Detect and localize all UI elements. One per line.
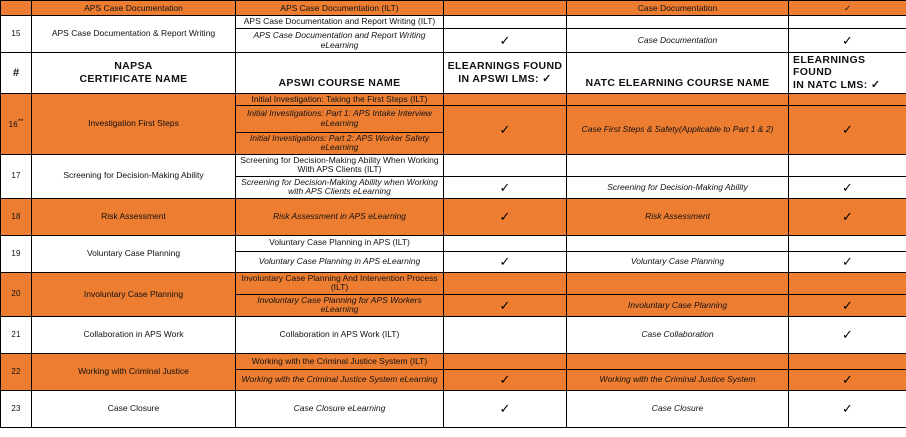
cutoff-lms-natc[interactable]: ✓ <box>789 1 906 16</box>
apswi-course-name-cell[interactable]: Voluntary Case Planning in APS eLearning <box>236 251 444 272</box>
natc-course-name-cell[interactable]: Risk Assessment <box>567 198 789 235</box>
apswi-course-name-cell[interactable]: Initial Investigation: Taking the First Steps (ILT) <box>236 93 444 106</box>
table-row[interactable] <box>1 16 906 29</box>
apswi-course-name-cell[interactable]: APS Case Documentation and Report Writing (ILT) <box>236 16 444 29</box>
table-row-cutoff[interactable] <box>1 1 906 16</box>
natc-course-name-cell[interactable]: Case Collaboration <box>567 316 789 353</box>
apswi-course-name-cell[interactable]: Screening for Decision-Making Ability When Working With APS Clients (ILT) <box>236 154 444 176</box>
table-row[interactable] <box>1 316 906 353</box>
cutoff-natc[interactable]: Case Documentation <box>567 1 789 16</box>
apswi-course-name-cell[interactable]: Collaboration in APS Work (ILT) <box>236 316 444 353</box>
apswi-lms-check-cell[interactable] <box>444 353 567 369</box>
napsa-certificate-name-cell[interactable]: APS Case Documentation & Report Writing <box>32 16 236 53</box>
apswi-course-name-cell[interactable]: Case Closure eLearning <box>236 390 444 427</box>
header-natc-elearning-course-name: NATC ELEARNING COURSE NAME <box>567 53 789 94</box>
row-number-cell[interactable]: 15 <box>1 16 32 53</box>
row-number-cell[interactable]: 18 <box>1 198 32 235</box>
table-row[interactable] <box>1 235 906 251</box>
row-number-cell[interactable]: 19 <box>1 235 32 272</box>
napsa-certificate-name-cell[interactable]: Involuntary Case Planning <box>32 272 236 316</box>
natc-lms-check-cell[interactable]: ✓ <box>789 176 906 198</box>
natc-lms-check-cell[interactable] <box>789 154 906 176</box>
row-number-cell[interactable]: 22 <box>1 353 32 390</box>
apswi-lms-check-cell[interactable]: ✓ <box>444 390 567 427</box>
table-header-row <box>1 53 906 94</box>
apswi-lms-check-cell[interactable] <box>444 16 567 29</box>
natc-lms-check-cell[interactable] <box>789 353 906 369</box>
natc-course-name-cell[interactable]: Voluntary Case Planning <box>567 251 789 272</box>
napsa-certificate-name-cell[interactable]: Risk Assessment <box>32 198 236 235</box>
natc-course-name-cell[interactable] <box>567 353 789 369</box>
natc-course-name-cell[interactable]: Working with the Criminal Justice System <box>567 369 789 390</box>
row-number-cell[interactable]: 20 <box>1 272 32 316</box>
table-row[interactable] <box>1 154 906 176</box>
apswi-course-name-cell[interactable]: Working with the Criminal Justice System (ILT) <box>236 353 444 369</box>
natc-course-name-cell[interactable] <box>567 235 789 251</box>
apswi-course-name-cell[interactable]: Initial Investigations: Part 1: APS Intake Interview eLearning <box>236 106 444 132</box>
natc-lms-check-cell[interactable] <box>789 272 906 294</box>
apswi-course-name-cell[interactable]: Initial Investigations: Part 2: APS Worker Safety eLearning <box>236 132 444 154</box>
napsa-certificate-name-cell[interactable]: Collaboration in APS Work <box>32 316 236 353</box>
natc-course-name-cell[interactable]: Involuntary Case Planning <box>567 294 789 316</box>
natc-lms-check-cell[interactable] <box>789 16 906 29</box>
natc-lms-check-cell[interactable]: ✓ <box>789 294 906 316</box>
napsa-certificate-name-cell[interactable]: Case Closure <box>32 390 236 427</box>
header-apswi-course-name: APSWI COURSE NAME <box>236 53 444 94</box>
apswi-lms-check-cell[interactable]: ✓ <box>444 176 567 198</box>
natc-course-name-cell[interactable]: Case Closure <box>567 390 789 427</box>
apswi-lms-check-cell[interactable] <box>444 272 567 294</box>
natc-lms-check-cell[interactable] <box>789 235 906 251</box>
table-row[interactable] <box>1 198 906 235</box>
table-row[interactable] <box>1 272 906 294</box>
natc-lms-check-cell[interactable]: ✓ <box>789 106 906 154</box>
row-number-cell[interactable]: 16** <box>1 93 32 154</box>
cutoff-num[interactable] <box>1 1 32 16</box>
natc-lms-check-cell[interactable]: ✓ <box>789 198 906 235</box>
apswi-course-name-cell[interactable]: Risk Assessment in APS eLearning <box>236 198 444 235</box>
apswi-lms-check-cell[interactable]: ✓ <box>444 369 567 390</box>
cutoff-lms-apswi[interactable] <box>444 1 567 16</box>
row-number-cell[interactable]: 17 <box>1 154 32 198</box>
row-number-cell[interactable]: 21 <box>1 316 32 353</box>
apswi-lms-check-cell[interactable] <box>444 316 567 353</box>
napsa-certificate-name-cell[interactable]: Voluntary Case Planning <box>32 235 236 272</box>
natc-course-name-cell[interactable] <box>567 93 789 106</box>
table-row[interactable] <box>1 353 906 369</box>
apswi-course-name-cell[interactable]: Voluntary Case Planning in APS (ILT) <box>236 235 444 251</box>
apswi-course-name-cell[interactable]: Involuntary Case Planning for APS Workers eLearning <box>236 294 444 316</box>
natc-lms-check-cell[interactable]: ✓ <box>789 369 906 390</box>
apswi-lms-check-cell[interactable] <box>444 154 567 176</box>
apswi-lms-check-cell[interactable] <box>444 93 567 106</box>
header-elearnings-found-natc-lms: ELEARNINGS FOUND IN NATC LMS: ✓ <box>789 53 906 94</box>
apswi-lms-check-cell[interactable] <box>444 235 567 251</box>
napsa-certificate-name-cell[interactable]: Screening for Decision-Making Ability <box>32 154 236 198</box>
natc-lms-check-cell[interactable]: ✓ <box>789 316 906 353</box>
apswi-lms-check-cell[interactable]: ✓ <box>444 294 567 316</box>
cutoff-apswi[interactable]: APS Case Documentation (ILT) <box>236 1 444 16</box>
natc-course-name-cell[interactable] <box>567 16 789 29</box>
apswi-lms-check-cell[interactable]: ✓ <box>444 106 567 154</box>
table-row[interactable] <box>1 93 906 106</box>
apswi-course-name-cell[interactable]: APS Case Documentation and Report Writing eLearning <box>236 29 444 53</box>
napsa-certificate-name-cell[interactable]: Investigation First Steps <box>32 93 236 154</box>
natc-lms-check-cell[interactable] <box>789 93 906 106</box>
natc-course-name-cell[interactable] <box>567 154 789 176</box>
natc-lms-check-cell[interactable]: ✓ <box>789 251 906 272</box>
cutoff-napsa[interactable]: APS Case Documentation <box>32 1 236 16</box>
natc-course-name-cell[interactable] <box>567 272 789 294</box>
natc-lms-check-cell[interactable]: ✓ <box>789 390 906 427</box>
header-elearnings-found-apswi-lms: ELEARNINGS FOUND IN APSWI LMS: ✓ <box>444 53 567 94</box>
apswi-course-name-cell[interactable]: Working with the Criminal Justice System eLearning <box>236 369 444 390</box>
apswi-course-name-cell[interactable]: Screening for Decision-Making Ability when Working with APS Clients eLearning <box>236 176 444 198</box>
apswi-lms-check-cell[interactable]: ✓ <box>444 251 567 272</box>
natc-lms-check-cell[interactable]: ✓ <box>789 29 906 53</box>
apswi-lms-check-cell[interactable]: ✓ <box>444 198 567 235</box>
apswi-lms-check-cell[interactable]: ✓ <box>444 29 567 53</box>
table-row[interactable] <box>1 390 906 427</box>
apswi-course-name-cell[interactable]: Involuntary Case Planning And Intervention Process (ILT) <box>236 272 444 294</box>
natc-course-name-cell[interactable]: Case First Steps & Safety(Applicable to Part 1 & 2) <box>567 106 789 154</box>
header-napsa-certificate-name: NAPSA CERTIFICATE NAME <box>32 53 236 94</box>
natc-course-name-cell[interactable]: Case Documentation <box>567 29 789 53</box>
row-number-cell[interactable]: 23 <box>1 390 32 427</box>
napsa-certificate-name-cell[interactable]: Working with Criminal Justice <box>32 353 236 390</box>
natc-course-name-cell[interactable]: Screening for Decision-Making Ability <box>567 176 789 198</box>
header-number-column: # <box>1 53 32 94</box>
